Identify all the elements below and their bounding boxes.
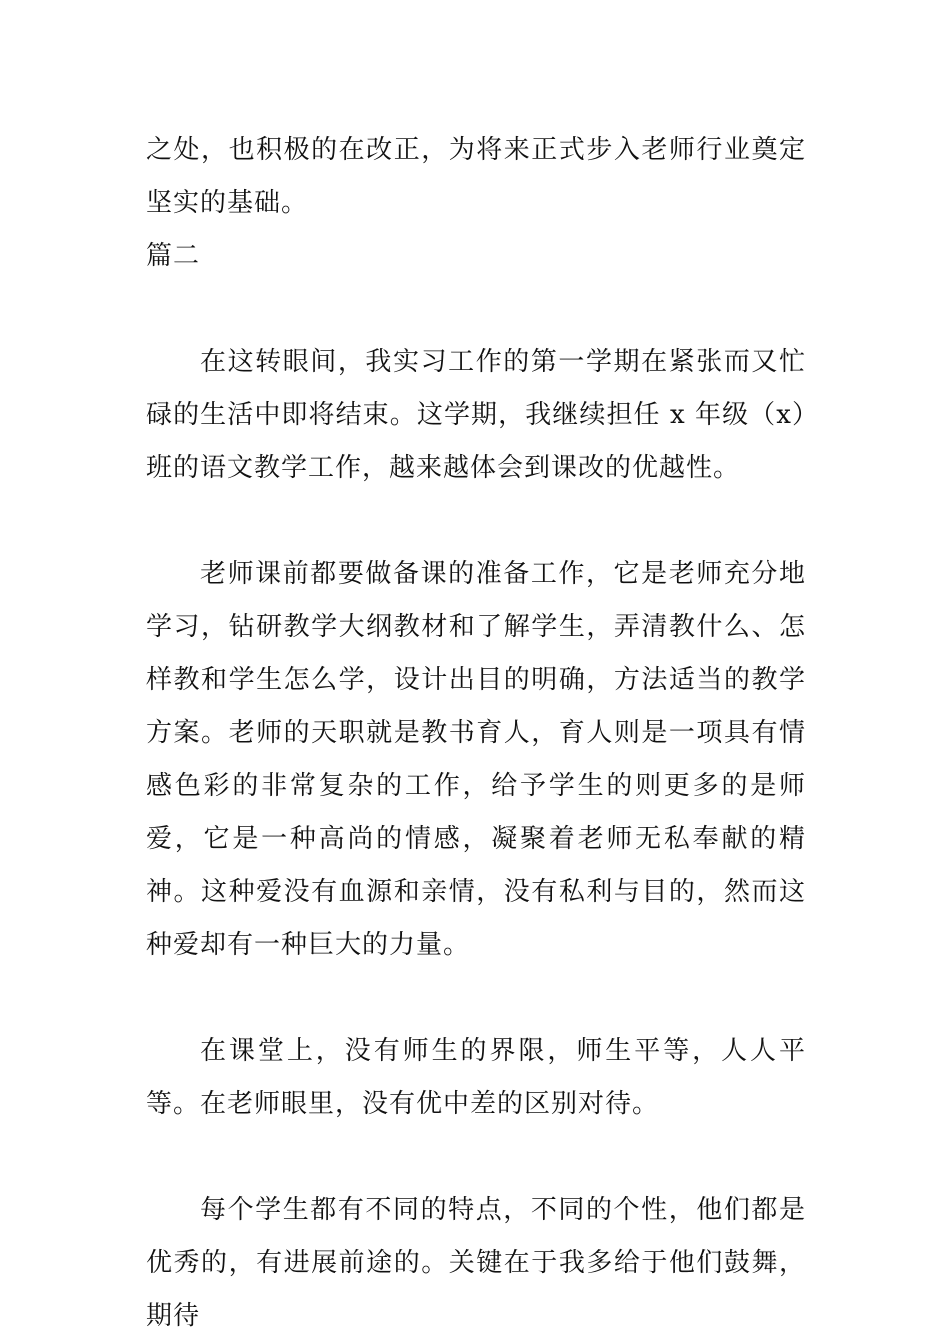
body-paragraph-1: 在这转眼间，我实习工作的第一学期在紧张而又忙碌的生活中即将结束。这学期，我继续担任 x 年级（x）班的语文教学工作，越来越体会到课改的优越性。 — [146, 347, 806, 483]
body-paragraph-3: 在课堂上，没有师生的界限，师生平等，人人平等。在老师眼里，没有优中差的区别对待。 — [146, 1036, 806, 1119]
document-body — [146, 124, 806, 1343]
body-paragraph-2: 老师课前都要做备课的准备工作，它是老师充分地学习，钻研教学大纲教材和了解学生，弄清教什么、怎样教和学生怎么学，设计出目的明确，方法适当的教学方案。老师的天职就是教书育人，育人则是一项具有情感色彩的非常复杂的工作，给予学生的则更多的是师爱，它是一种高尚的情感，凝聚着老师无私奉献的精神。这种爱没有血源和亲情，没有私利与目的，然而这种爱却有一种巨大的力量。 — [146, 559, 806, 960]
body-paragraph-4: 每个学生都有不同的特点，不同的个性，他们都是优秀的，有进展前途的。关键在于我多给于他们鼓舞，期待 — [146, 1195, 806, 1331]
continuation-paragraph: 之处，也积极的在改正，为将来正式步入老师行业奠定坚实的基础。 — [146, 135, 806, 218]
section-heading: 篇二 — [146, 241, 201, 271]
paragraph-spacer — [146, 495, 806, 548]
paragraph-spacer — [146, 1131, 806, 1184]
paragraph-spacer — [146, 283, 806, 336]
paragraph-spacer — [146, 972, 806, 1025]
